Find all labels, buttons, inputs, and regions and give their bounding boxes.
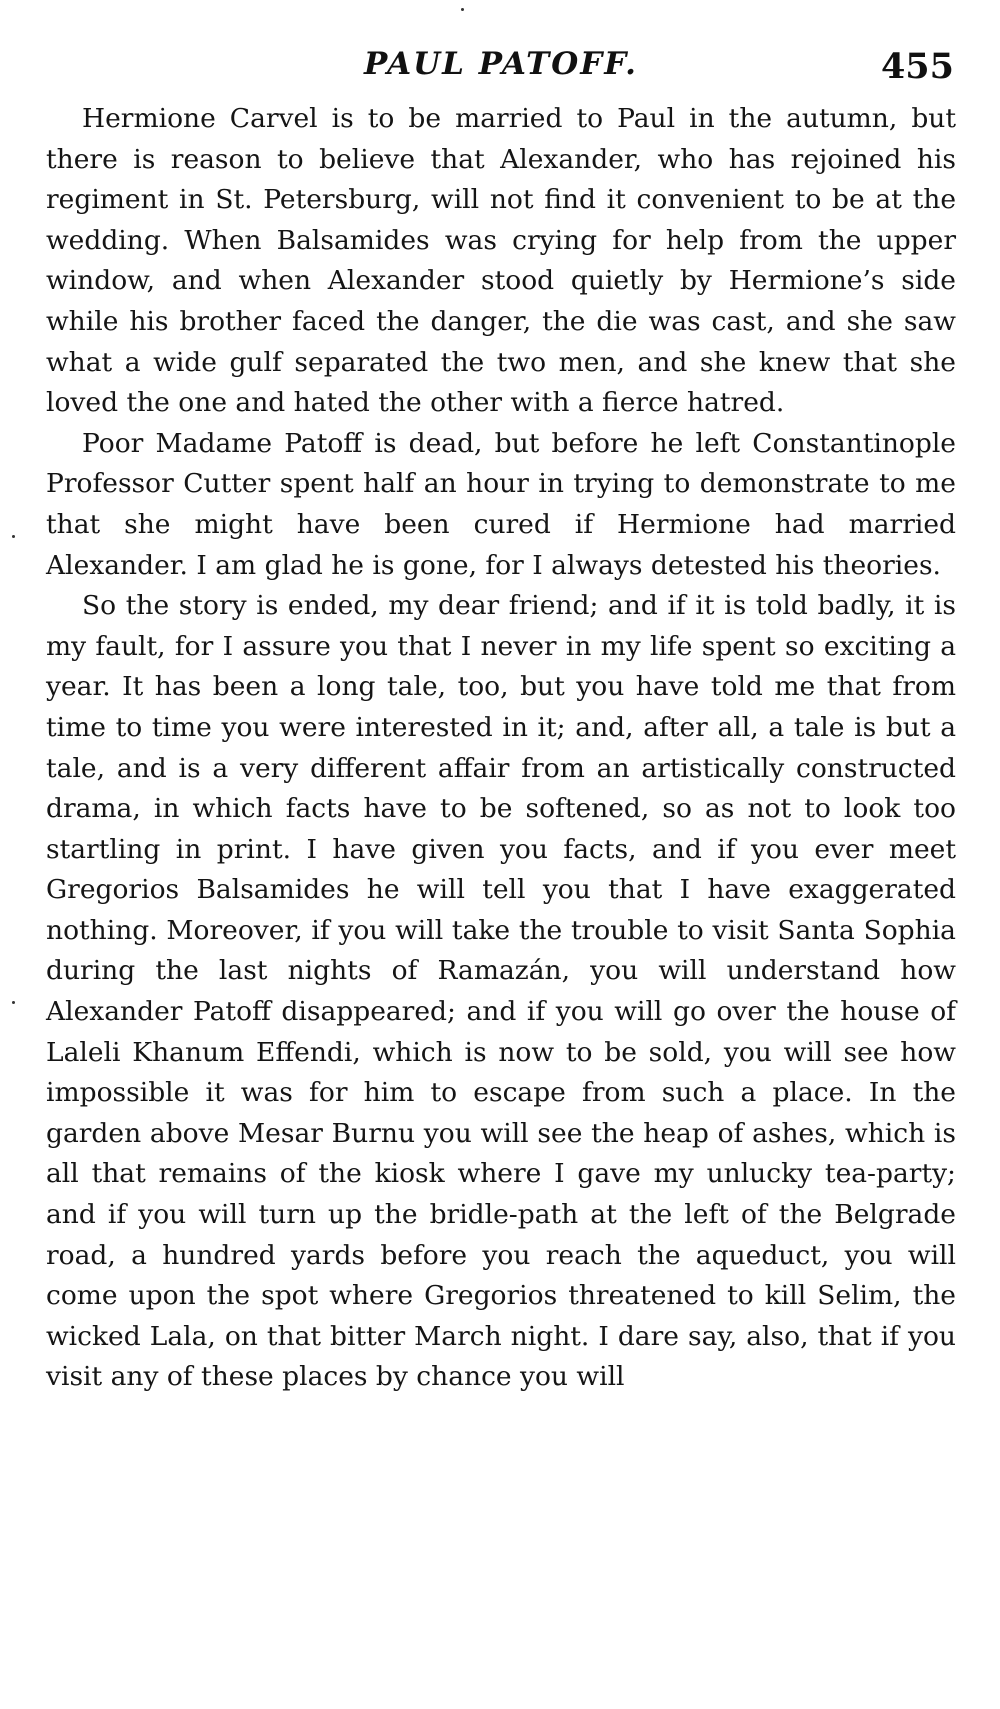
body-text <box>46 99 956 1398</box>
paragraph-1: Hermione Carvel is to be married to Paul in the autumn, but there is reason to believe that Alexander, who has rejoined his regiment in St. Petersburg, will not find it convenient to be at the wedding. When Balsamides was crying for help from the upper window, and when Alexander stood quietly by Hermione’s side while his brother faced the danger, the die was cast, and she saw what a wide gulf separated the two men, and she knew that she loved the one and hated the other with a fierce hatred. <box>46 103 956 419</box>
paragraph-3: So the story is ended, my dear friend; and if it is told badly, it is my fault, for I assure you that I never in my life spent so exciting a year. It has been a long tale, too, but you have told me that from time to time you were interested in it; and, after all, a tale is but a tale, and is a very different affair from an artistically constructed drama, in which facts have to be softened, so as not to look too startling in print. I have given you facts, and if you ever meet Gregorios Balsamides he will tell you that I have exaggerated nothing. Moreover, if you will take the trouble to visit Santa Sophia during the last nights of Ramazán, you will understand how Alexander Patoff disappeared; and if you will go over the house of Laleli Khanum Effendi, which is now to be sold, you will see how impossible it was for him to escape from such a place. In the garden above Mesar Burnu you will see the heap of ashes, which is all that remains of the kiosk where I gave my unlucky tea-party; and if you will turn up the bridle-path at the left of the Belgrade road, a hundred yards before you reach the aqueduct, you will come upon the spot where Gregorios threatened to kill Selim, the wicked Lala, on that bitter March night. I dare say, also, that if you visit any of these places by chance you will <box>46 590 956 1393</box>
scan-speck-top <box>461 8 464 11</box>
running-head <box>46 28 956 88</box>
scan-speck-left-1 <box>12 535 15 538</box>
scan-speck-left-2 <box>12 1001 15 1004</box>
page-number: 455 <box>880 46 954 87</box>
running-title: PAUL PATOFF. <box>364 46 638 82</box>
paragraph-2: Poor Madame Patoff is dead, but before he left Constantinople Professor Cutter spent half an hour in trying to demonstrate to me that she might have been cured if Hermione had married Alexander. I am glad he is gone, for I always detested his theories. <box>46 427 956 581</box>
